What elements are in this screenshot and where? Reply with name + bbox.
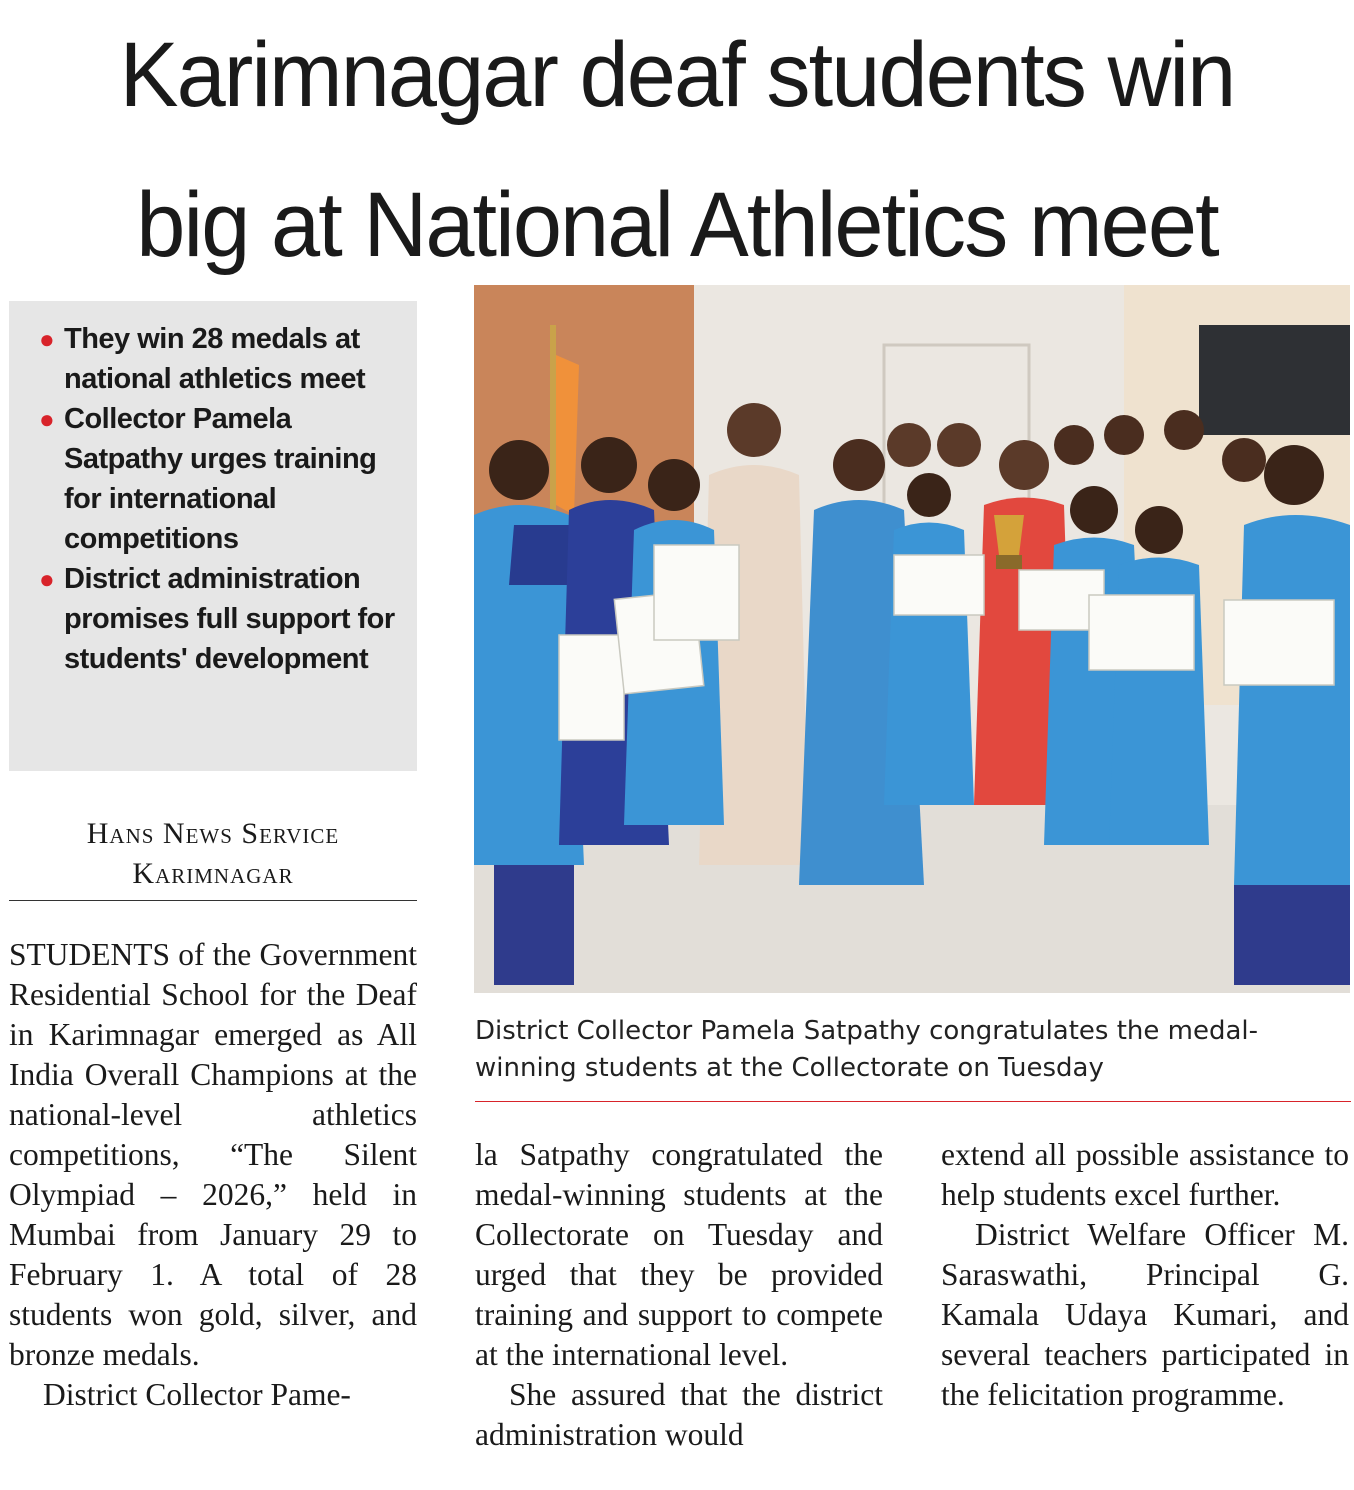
highlight-item xyxy=(39,319,397,399)
highlight-text: Collector Pamela Satpathy urges training for international competitions xyxy=(64,403,377,555)
highlight-text: District administration promises full support for students' development xyxy=(64,563,395,675)
byline-divider xyxy=(9,900,417,901)
news-photo xyxy=(474,285,1350,993)
body-paragraph-3-cont: extend all possible assistance to help students excel further. xyxy=(941,1137,1349,1212)
bullet-icon: ● xyxy=(39,564,55,594)
body-paragraph-2-cont: la Satpathy congratulated the medal-winning students at the Collectorate on Tuesday and urged that they be provided training and support to compete at the international level. xyxy=(475,1137,883,1372)
byline-location: Karimnagar xyxy=(132,857,294,890)
highlight-text: They win 28 medals at national athletics meet xyxy=(64,323,366,395)
body-paragraph-2-start: District Collector Pame- xyxy=(43,1377,351,1412)
body-column-2 xyxy=(475,1135,883,1455)
photo-caption: District Collector Pamela Satpathy congratulates the medal-winning students at the Collectorate on Tuesday xyxy=(475,1016,1259,1083)
bullet-icon: ● xyxy=(39,324,55,354)
byline xyxy=(9,814,417,894)
byline-service: Hans News Service xyxy=(86,817,340,850)
body-paragraph-4: District Welfare Officer M. Saraswathi, Principal G. Kamala Udaya Kumari, and several teachers participated in the felicitation programme. xyxy=(941,1217,1349,1412)
bullet-icon: ● xyxy=(39,404,55,434)
body-paragraph-1: STUDENTS of the Government Residential School for the Deaf in Karimnagar emerged as All India Overall Champions at the national-level athletics competitions, “The Silent Olympiad – 2026,” held in Mumbai from January 29 to February 1. A total of 28 students won gold, silver, and bronze medals. xyxy=(9,937,417,1372)
highlights-list xyxy=(39,319,397,679)
headline-line-1: Karimnagar deaf students win xyxy=(119,24,1235,126)
caption-divider xyxy=(475,1101,1351,1102)
highlight-item xyxy=(39,399,397,559)
group-photo-illustration xyxy=(474,285,1350,993)
body-paragraph-3-start: She assured that the district administration would xyxy=(475,1377,883,1452)
headline-line-2: big at National Athletics meet xyxy=(136,174,1218,276)
headline xyxy=(27,0,1327,300)
body-column-1 xyxy=(9,935,417,1415)
body-column-3 xyxy=(941,1135,1349,1415)
highlights-box xyxy=(9,301,417,771)
highlight-item xyxy=(39,559,397,679)
